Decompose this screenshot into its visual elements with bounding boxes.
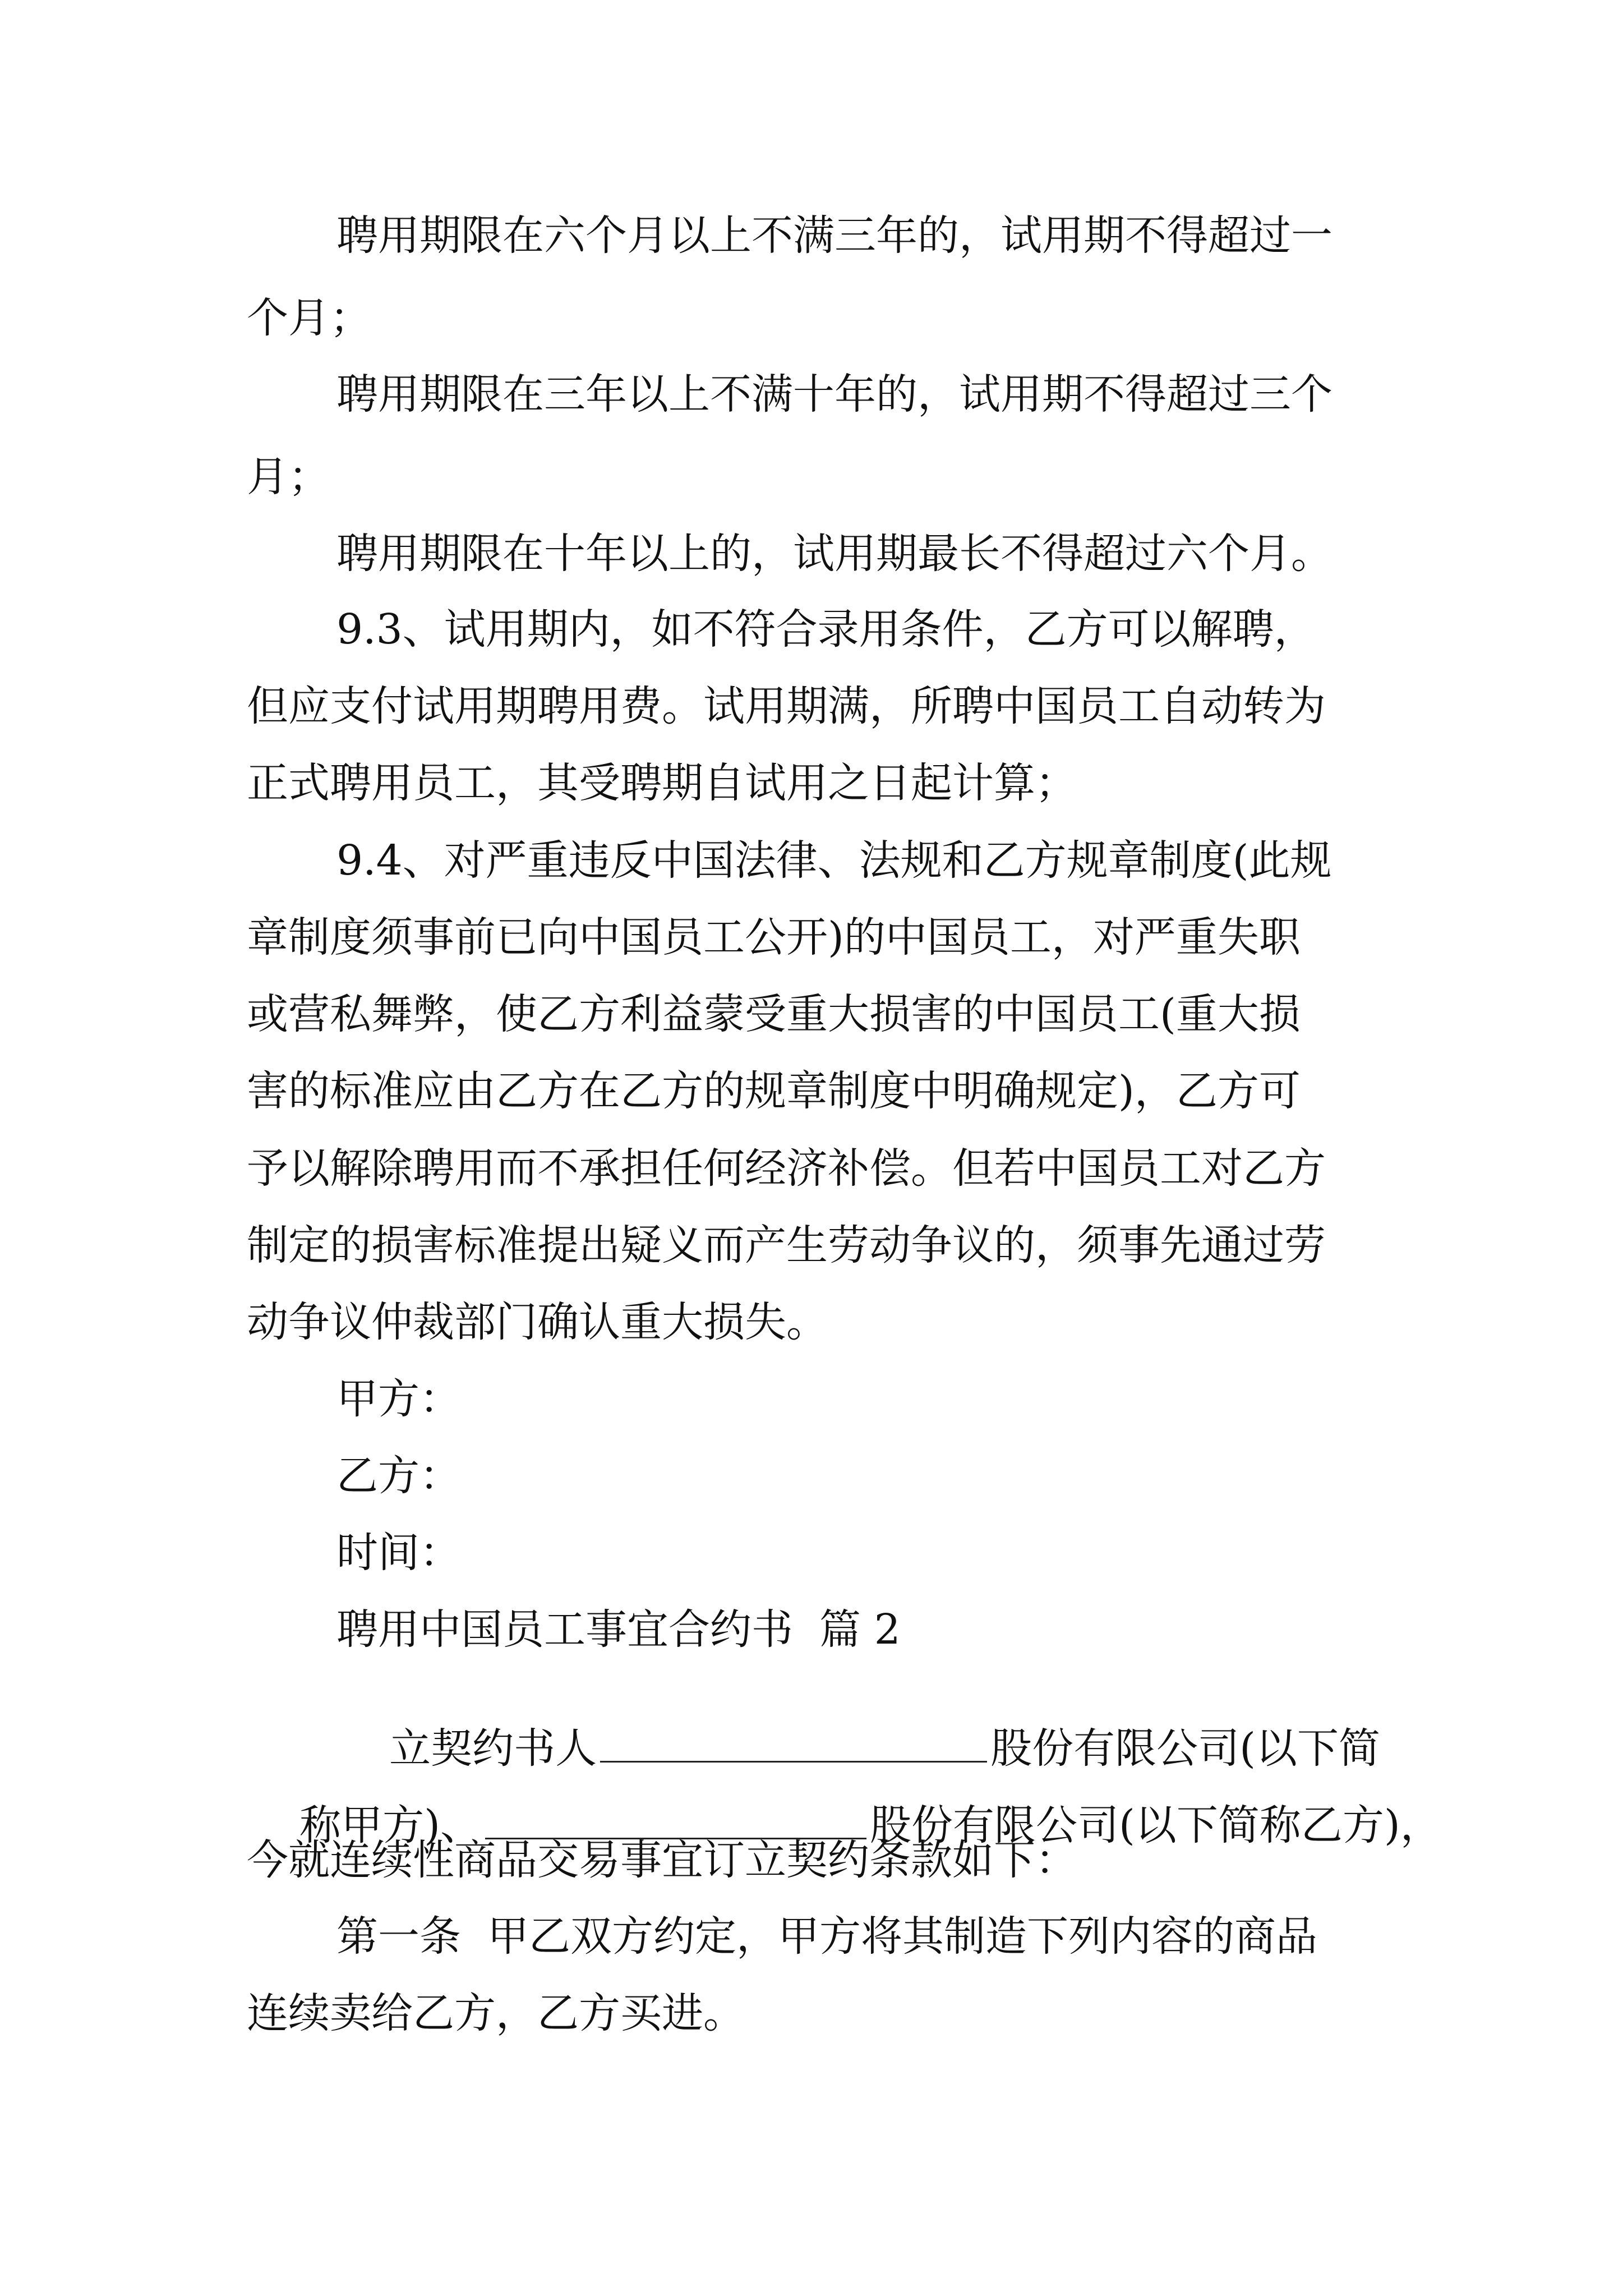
paragraph-line: 9.3、试用期内，如不符合录用条件，乙方可以解聘， [336,605,1316,654]
paragraph-line: 动争议仲裁部门确认重大损失。 [247,1298,828,1346]
paragraph-line: 章制度须事前已向中国员工公开)的中国员工，对严重失职 [247,913,1301,961]
paragraph-line: 或营私舞弊，使乙方利益蒙受重大损害的中国员工(重大损 [247,990,1301,1038]
paragraph-line: 但应支付试用期聘用费。试用期满，所聘中国员工自动转为 [247,682,1326,730]
line-text: 股份有限公司(以下简 [990,1724,1380,1773]
line-text: 股份有限公司(以下简称乙方)， [869,1801,1442,1849]
paragraph-line: 聘用期限在六个月以上不满三年的，试用期不得超过一 [336,211,1332,260]
date-label: 时间： [336,1529,461,1577]
paragraph-line: 予以解除聘用而不承担任何经济补偿。但若中国员工对乙方 [247,1144,1326,1193]
line-text: 立契约书人 [389,1724,597,1773]
paragraph-line: 害的标准应由乙方在乙方的规章制度中明确规定)，乙方可 [247,1067,1301,1115]
fill-in-blank [600,1727,987,1763]
paragraph-line: 月； [247,453,330,501]
paragraph-line: 聘用期限在十年以上的，试用期最长不得超过六个月。 [336,530,1332,578]
party-a-label: 甲方： [336,1375,461,1423]
paragraph-line: 第一条 甲乙双方约定，甲方将其制造下列内容的商品 [336,1912,1318,1961]
paragraph-line: 连续卖给乙方，乙方买进。 [247,1989,745,2037]
paragraph-line: 9.4、对严重违反中国法律、法规和乙方规章制度(此规 [336,836,1332,885]
party-b-label: 乙方： [336,1452,461,1500]
paragraph-line: 制定的损害标准提出疑义而产生劳动争议的，须事先通过劳 [247,1221,1326,1269]
paragraph-line: 正式聘用员工，其受聘期自试用之日起计算； [247,759,1077,807]
paragraph-line: 聘用期限在三年以上不满十年的，试用期不得超过三个 [336,370,1332,418]
section-heading: 聘用中国员工事宜合约书 篇 2 [336,1605,901,1654]
paragraph-line: 今就连续性商品交易事宜订立契约条款如下： [247,1836,1077,1884]
paragraph-line: 个月； [247,294,371,342]
fill-in-blank [485,1804,866,1839]
line-text: 称甲方)、 [299,1801,482,1849]
